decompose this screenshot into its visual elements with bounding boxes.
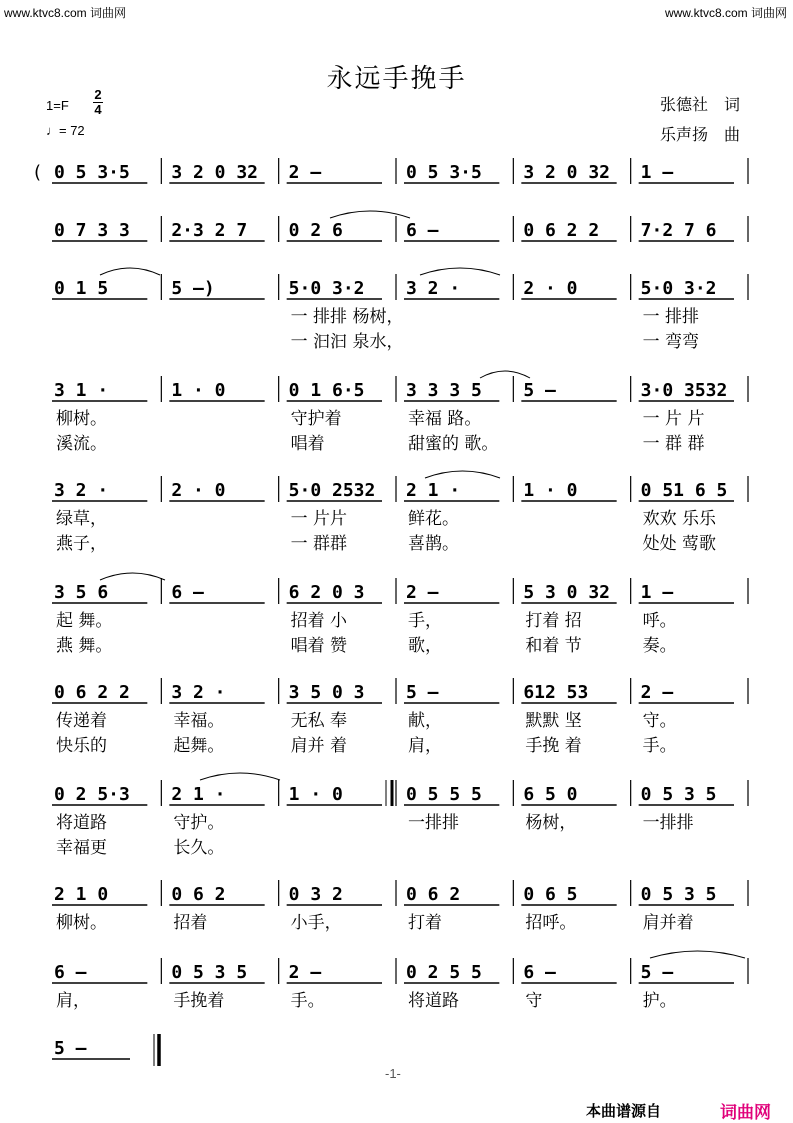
measure-notes: 0 6 2 (171, 884, 226, 905)
lyric-syllables: 幸福更 (56, 838, 107, 858)
lyric-syllables: 一 群 群 (642, 434, 705, 454)
measure-notes: 5·0 3·2 (640, 278, 717, 299)
lyric-syllables: 手挽 着 (525, 736, 582, 756)
measure-notes: 3·0 3532 (640, 380, 728, 401)
measure-notes: 5 – (640, 962, 674, 983)
lyric-syllables: 一 汩汩 泉水， (290, 332, 404, 352)
tie-arc (330, 211, 410, 218)
lyric-syllables: 一 片片 (290, 509, 348, 529)
measure-notes: 0 5 3·5 (406, 162, 482, 183)
lyric-syllables: 手。 (642, 736, 677, 756)
lyric-syllables: 长久。 (173, 838, 225, 858)
lyric-syllables: 肩， (408, 736, 442, 756)
lyric-syllables: 欢欢 乐乐 (642, 509, 717, 529)
lyric-syllables: 快乐的 (56, 736, 107, 756)
measure-notes: 0 51 6 5 (640, 480, 728, 501)
measure-notes: 0 2 5 5 (406, 962, 482, 983)
tie-arc (100, 268, 160, 275)
lyric-syllables: 鲜花。 (408, 509, 459, 529)
measure-notes: 0 6 2 2 (54, 682, 130, 703)
measure-notes: 0 3 2 (288, 884, 343, 905)
measure-notes: 5 – (54, 1038, 87, 1059)
lyric-syllables: 打着 (408, 913, 442, 933)
lyric-syllables: 绿草， (56, 509, 107, 529)
measure-notes: 3 2 · (54, 480, 109, 501)
lyric-syllables: 肩并 着 (290, 736, 348, 756)
lyric-syllables: 处处 莺歌 (642, 534, 717, 554)
measure-notes: 6 – (406, 220, 439, 241)
measure-notes: 2 – (288, 962, 322, 983)
measure-notes: 3 2 · (406, 278, 461, 299)
measure-notes: 6 – (523, 962, 556, 983)
lyric-syllables: 喜鹊。 (408, 534, 459, 554)
lyric-syllables: 燕 舞。 (56, 636, 113, 656)
footer-logo: 词曲网 (720, 1103, 771, 1123)
measure-notes: 0 5 3 5 (640, 784, 717, 805)
quarter-note-icon: ♩ (46, 123, 59, 138)
lyric-syllables: 守 (525, 991, 543, 1011)
lyric-syllables: 小手， (290, 913, 342, 933)
lyric-syllables: 幸福 路。 (408, 409, 482, 429)
lyric-syllables: 献， (408, 711, 442, 731)
lyric-syllables: 守护着 (290, 409, 342, 429)
measure-notes: 1 · 0 (523, 480, 578, 501)
lyric-syllables: 柳树。 (56, 913, 107, 933)
lyric-syllables: 守。 (642, 711, 677, 731)
measure-notes: 5·0 2532 (288, 480, 376, 501)
measure-notes: 6 – (171, 582, 204, 603)
lyric-syllables: 唱着 (290, 434, 325, 454)
measure-notes: 1 · 0 (171, 380, 226, 401)
measure-notes: 0 6 5 (523, 884, 578, 905)
lyric-syllables: 奏。 (642, 636, 677, 656)
measure-notes: 0 2 5·3 (54, 784, 130, 805)
measure-notes: 0 5 3 5 (640, 884, 717, 905)
site-header-left: www.ktvc8.com 词曲网 (4, 6, 127, 20)
measure-notes: 3 5 6 (54, 582, 109, 603)
lyric-syllables: 起舞。 (173, 736, 225, 756)
lyric-syllables: 燕子， (56, 534, 107, 554)
measure-notes: 2 1 · (406, 480, 461, 501)
measure-notes: 6 – (54, 962, 87, 983)
lyric-syllables: 一排排 (642, 813, 694, 833)
key-signature: 1=F (46, 98, 69, 113)
measure-notes: 3 1 · (54, 380, 109, 401)
lyric-syllables: 打着 招 (525, 611, 582, 631)
time-numerator: 2 (94, 87, 102, 102)
lyric-syllables: 甜蜜的 歌。 (408, 434, 499, 454)
lyric-syllables: 杨树， (525, 813, 577, 833)
composer-credit: 乐声扬 曲 (660, 125, 741, 144)
lyric-syllables: 溪流。 (56, 434, 107, 454)
lyric-syllables: 将道路 (56, 813, 107, 833)
measure-notes: 1 · 0 (288, 784, 343, 805)
lyric-syllables: 守护。 (173, 813, 225, 833)
lyric-syllables: 一 群群 (290, 534, 348, 554)
measure-notes: 612 53 (523, 682, 589, 703)
measure-notes: 5 – (406, 682, 439, 703)
tie-arc (200, 773, 280, 780)
measure-notes: 2 1 0 (54, 884, 109, 905)
lyric-syllables: 招呼。 (525, 913, 577, 933)
lyric-syllables: 一 弯弯 (642, 332, 700, 352)
lyricist-credit: 张德社 词 (660, 95, 741, 114)
footer-source-text: 本曲谱源自 (586, 1102, 662, 1120)
lyric-syllables: 歌， (408, 636, 442, 656)
lyric-syllables: 一 片 片 (642, 409, 705, 429)
measure-notes: 2 – (406, 582, 439, 603)
lyric-syllables: 传递着 (56, 711, 107, 731)
measure-notes: 5·0 3·2 (288, 278, 365, 299)
lyric-syllables: 将道路 (408, 991, 459, 1011)
tie-arc (100, 573, 165, 580)
lyric-syllables: 呼。 (642, 611, 677, 631)
lyric-syllables: 招着 (173, 913, 208, 933)
lyric-syllables: 肩并着 (642, 913, 694, 933)
lyric-syllables: 一 排排 杨树， (290, 307, 404, 327)
lyric-syllables: 默默 坚 (525, 711, 582, 731)
measure-notes: 0 7 3 3 (54, 220, 130, 241)
lyric-syllables: 柳树。 (56, 409, 107, 429)
measure-notes: 3 2 · (171, 682, 226, 703)
tie-arc (425, 471, 500, 478)
measure-notes: 0 5 5 5 (406, 784, 482, 805)
measure-notes: 2 · 0 (523, 278, 578, 299)
page-number: -1- (385, 1066, 401, 1081)
measure-notes: 5 –) (171, 278, 215, 299)
lyric-syllables: 起 舞。 (56, 611, 113, 631)
lyric-syllables: 幸福。 (173, 711, 225, 731)
measure-notes: 0 1 5 (54, 278, 109, 299)
measure-notes: 5 – (523, 380, 556, 401)
measure-notes: 0 6 2 (406, 884, 461, 905)
measure-notes: 3 2 0 32 (171, 162, 259, 183)
measure-notes: 2 – (640, 682, 674, 703)
measure-notes: 0 6 2 2 (523, 220, 600, 241)
measure-notes: 2·3 2 7 (171, 220, 248, 241)
lyric-syllables: 一 排排 (642, 307, 700, 327)
lyric-syllables: 护。 (642, 991, 677, 1011)
lyric-syllables: 手， (408, 611, 442, 631)
measure-notes: 3 3 3 5 (406, 380, 482, 401)
lyric-syllables: 和着 节 (525, 636, 582, 656)
measure-notes: 2 1 · (171, 784, 226, 805)
page-title: 永远手挽手 (326, 64, 467, 94)
lyric-syllables: 手。 (290, 991, 325, 1011)
measure-notes: 6 5 0 (523, 784, 578, 805)
lyric-syllables: 肩， (56, 991, 90, 1011)
measure-notes: 0 2 6 (288, 220, 343, 241)
measure-notes: 0 5 3·5 (54, 162, 130, 183)
tie-arc (480, 371, 530, 378)
lyric-syllables: 手挽着 (173, 991, 225, 1011)
measure-notes: 0 1 6·5 (288, 380, 365, 401)
tie-arc (420, 268, 500, 275)
lyric-syllables: 无私 奉 (290, 711, 348, 731)
lyric-syllables: 一排排 (408, 813, 459, 833)
lyric-syllables: 招着 小 (290, 611, 348, 631)
lyric-syllables: 唱着 赞 (290, 636, 348, 656)
measure-notes: 7·2 7 6 (640, 220, 717, 241)
measure-notes: 1 – (640, 162, 674, 183)
repeat-open-paren: ( (34, 162, 42, 183)
measure-notes: 2 · 0 (171, 480, 226, 501)
measure-notes: 3 2 0 32 (523, 162, 611, 183)
tempo-value: = 72 (59, 123, 85, 138)
tie-arc (650, 951, 745, 958)
measure-notes: 6 2 0 3 (288, 582, 365, 603)
measure-notes: 0 5 3 5 (171, 962, 248, 983)
site-header-right: www.ktvc8.com 词曲网 (664, 6, 787, 20)
time-denominator: 4 (94, 102, 102, 117)
measure-notes: 2 – (288, 162, 322, 183)
measure-notes: 1 – (640, 582, 674, 603)
measure-notes: 5 3 0 32 (523, 582, 611, 603)
measure-notes: 3 5 0 3 (288, 682, 365, 703)
